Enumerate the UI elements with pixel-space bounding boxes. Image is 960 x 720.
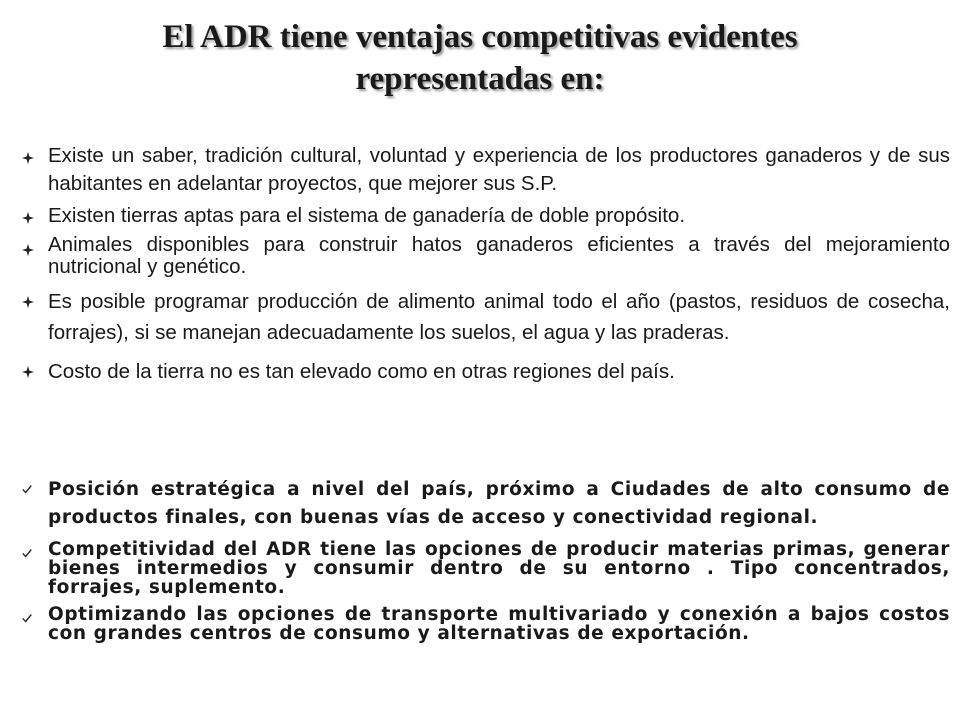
slide-title-line-2: representadas en:	[355, 61, 605, 97]
list-item	[0, 142, 960, 198]
list-item-text: Competitividad del ADR tiene las opciones de producir materias primas, generar bienes intermedios y consumir dentro de su entorno . Tipo concentrados, forrajes, suplemento.	[48, 539, 950, 598]
list-item-text: Animales disponibles para construir hatos ganaderos eficientes a través del mejoramiento nutricional y genético.	[48, 233, 950, 278]
list-item	[0, 476, 960, 532]
advantages-list	[0, 142, 960, 391]
diamond-bullet-icon	[22, 366, 34, 378]
checkmark-bullet-icon	[20, 483, 34, 495]
list-item	[0, 234, 960, 278]
checkmark-bullet-icon	[20, 612, 34, 624]
diamond-bullet-icon	[22, 152, 34, 164]
list-item	[0, 202, 960, 230]
list-item	[0, 356, 960, 387]
list-item	[0, 605, 960, 643]
list-item-text: Costo de la tierra no es tan elevado como en otras regiones del país.	[48, 360, 675, 383]
list-item	[0, 540, 960, 597]
list-item-text: Posición estratégica a nivel del país, próximo a Ciudades de alto consumo de productos finales, con buenas vías de acceso y conectividad regional.	[48, 479, 950, 528]
list-item-text: Existen tierras aptas para el sistema de ganadería de doble propósito.	[48, 204, 686, 227]
diamond-bullet-icon	[22, 244, 34, 256]
slide-title-line-1: El ADR tiene ventajas competitivas evidentes	[162, 19, 798, 55]
slide-title	[0, 16, 960, 100]
strategic-list	[0, 476, 960, 643]
list-item-text: Es posible programar producción de alimento animal todo el año (pastos, residuos de cosecha, forrajes), si se manejan adecuadamente los suelos, el agua y las praderas.	[48, 290, 950, 344]
list-item-text: Existe un saber, tradición cultural, voluntad y experiencia de los productores ganaderos y de sus habitantes en adelantar proyectos, que mejorer sus S.P.	[48, 144, 950, 195]
list-item	[0, 286, 960, 348]
diamond-bullet-icon	[22, 296, 34, 308]
checkmark-bullet-icon	[20, 547, 34, 559]
diamond-bullet-icon	[22, 212, 34, 224]
list-item-text: Optimizando las opciones de transporte multivariado y conexión a bajos costos con grandes centros de consumo y alternativas de exportación.	[48, 604, 950, 644]
